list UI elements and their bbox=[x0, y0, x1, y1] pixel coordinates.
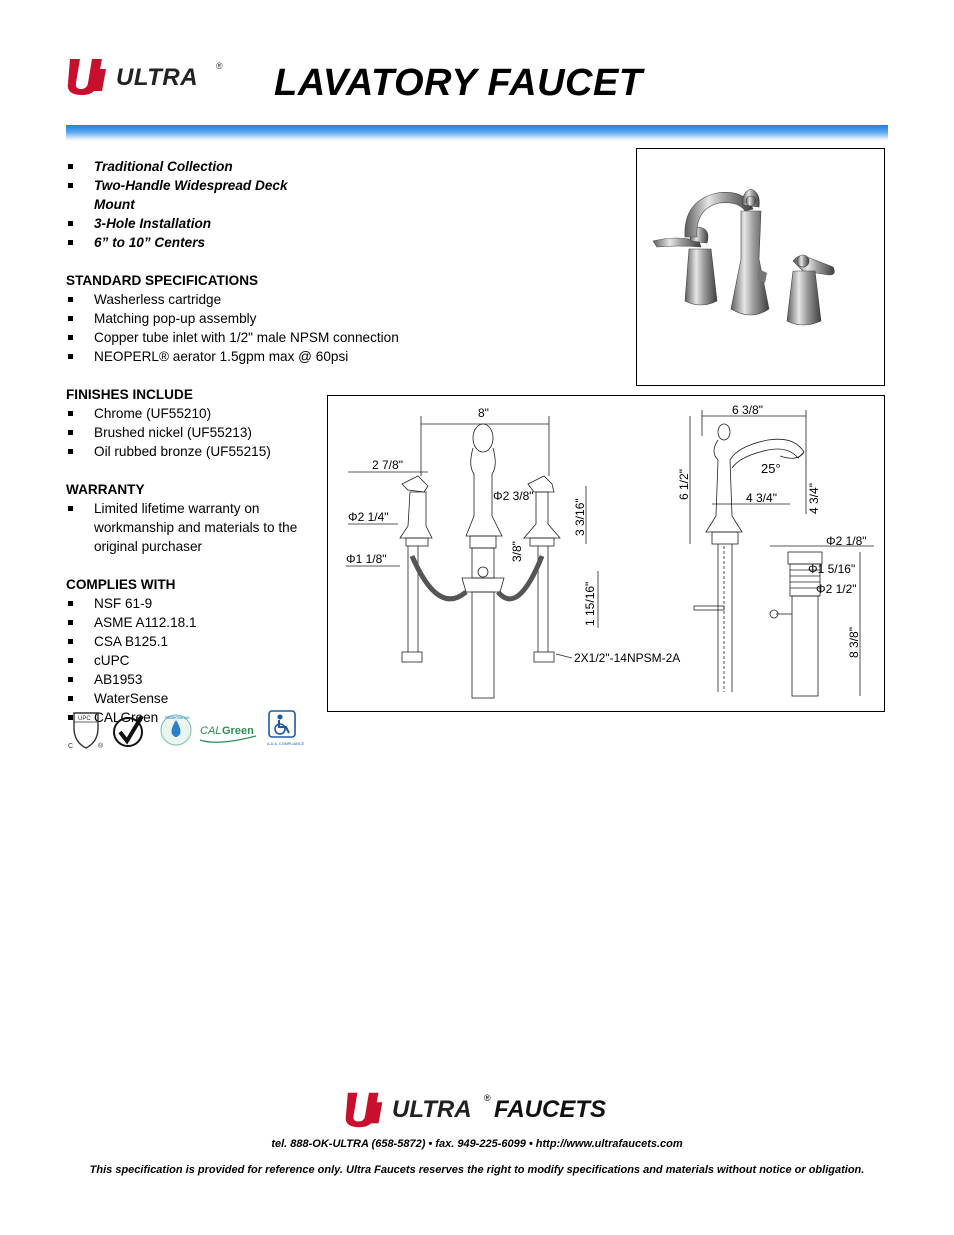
dim-label: 3 3/16" bbox=[573, 498, 587, 536]
watersense-logo-icon bbox=[158, 710, 194, 750]
footer-logo-faucets: FAUCETS bbox=[494, 1096, 607, 1123]
ultra-u-mark-icon bbox=[66, 55, 114, 97]
list-item: 3-Hole Installation bbox=[66, 214, 328, 233]
finishes-list bbox=[66, 404, 328, 461]
footer-logo-wordmark: ULTRA bbox=[392, 1096, 472, 1123]
list-item: NSF 61-9 bbox=[66, 594, 328, 613]
faucet-photo-image bbox=[637, 149, 884, 385]
dim-label: 25° bbox=[761, 461, 781, 476]
complies-list bbox=[66, 594, 328, 727]
list-item: Chrome (UF55210) bbox=[66, 404, 328, 423]
page-title: LAVATORY FAUCET bbox=[274, 62, 643, 104]
checkmark-circle-icon bbox=[112, 710, 146, 750]
footer-logo-registered: ® bbox=[484, 1093, 491, 1103]
list-item: Brushed nickel (UF55213) bbox=[66, 423, 328, 442]
calgreen-cal-label: CAL bbox=[200, 725, 222, 737]
calgreen-green-label: Green bbox=[222, 725, 254, 737]
logo-registered-mark: ® bbox=[216, 61, 223, 71]
dim-label: Φ2 1/4" bbox=[348, 510, 389, 524]
list-item: Copper tube inlet with 1/2" male NPSM connection bbox=[66, 328, 328, 347]
dim-label: Φ1 1/8" bbox=[346, 552, 387, 566]
logo-wordmark: ULTRA bbox=[116, 64, 199, 91]
upc-label: UPC bbox=[78, 716, 91, 722]
contact-line: tel. 888-OK-ULTRA (658-5872) • fax. 949-225-6099 • http://www.ultrafaucets.com bbox=[271, 1138, 683, 1150]
certification-logos bbox=[64, 710, 304, 752]
list-item: Traditional Collection bbox=[66, 157, 328, 176]
dim-label: Φ2 1/8" bbox=[826, 534, 867, 548]
ultra-logo bbox=[66, 55, 226, 97]
upc-r-label: ® bbox=[98, 743, 104, 750]
list-item: Two-Handle Widespread Deck Mount bbox=[66, 176, 328, 214]
dim-label: 3/8" bbox=[510, 541, 524, 562]
dim-label: Φ2 1/2" bbox=[816, 582, 857, 596]
dim-label: 2 7/8" bbox=[372, 458, 403, 472]
standard-specs-heading: STANDARD SPECIFICATIONS bbox=[66, 273, 259, 288]
upc-c-label: C bbox=[68, 743, 74, 750]
dim-label: 6 1/2" bbox=[677, 469, 691, 500]
list-item: 6” to 10” Centers bbox=[66, 233, 328, 252]
title-divider-bar bbox=[66, 125, 888, 141]
disclaimer: This specification is provided for reference only. Ultra Faucets reserves the right to modify specifications and materials without notice or obligation. bbox=[89, 1164, 865, 1176]
ultra-u-mark-icon bbox=[344, 1088, 390, 1130]
standard-specs-list bbox=[66, 290, 399, 366]
warranty-heading: WARRANTY bbox=[66, 482, 145, 497]
list-item: AB1953 bbox=[66, 670, 328, 689]
dim-label: 1 15/16" bbox=[583, 581, 597, 626]
list-item: Matching pop-up assembly bbox=[66, 309, 328, 328]
dim-label: 6 3/8" bbox=[732, 403, 763, 417]
list-item: cUPC bbox=[66, 651, 328, 670]
complies-heading: COMPLIES WITH bbox=[66, 577, 176, 592]
calgreen-logo-icon bbox=[198, 710, 260, 750]
list-item: WaterSense bbox=[66, 689, 328, 708]
watersense-label: WaterSense bbox=[165, 715, 190, 720]
list-item: Limited lifetime warranty on workmanship and materials to the original purchaser bbox=[66, 499, 318, 556]
dim-label: 2X1/2"-14NPSM-2A bbox=[574, 651, 681, 665]
ada-accessibility-icon bbox=[266, 710, 305, 750]
dim-label: Φ2 3/8" bbox=[493, 489, 534, 503]
list-item: NEOPERL® aerator 1.5gpm max @ 60psi bbox=[66, 347, 328, 366]
list-item: CSA B125.1 bbox=[66, 632, 328, 651]
dim-label: 4 3/4" bbox=[807, 483, 821, 514]
list-item: CALGreen bbox=[66, 708, 328, 727]
dim-label: 8" bbox=[478, 406, 489, 420]
list-item: Washerless cartridge bbox=[66, 290, 328, 309]
footer-logo bbox=[344, 1088, 624, 1130]
list-item: ASME A112.18.1 bbox=[66, 613, 328, 632]
ada-label: A.D.A. COMPLIANCE bbox=[267, 742, 305, 746]
feature-list bbox=[66, 157, 328, 252]
upc-shield-icon bbox=[64, 710, 108, 750]
finishes-heading: FINISHES INCLUDE bbox=[66, 387, 193, 402]
warranty-list bbox=[66, 499, 328, 556]
dimension-diagram bbox=[327, 395, 885, 712]
dim-label: 4 3/4" bbox=[746, 491, 777, 505]
product-photo bbox=[636, 148, 885, 386]
list-item: Oil rubbed bronze (UF55215) bbox=[66, 442, 328, 461]
dim-label: Φ1 5/16" bbox=[808, 562, 856, 576]
technical-drawing bbox=[328, 396, 884, 711]
dim-label: 8 3/8" bbox=[847, 627, 861, 658]
